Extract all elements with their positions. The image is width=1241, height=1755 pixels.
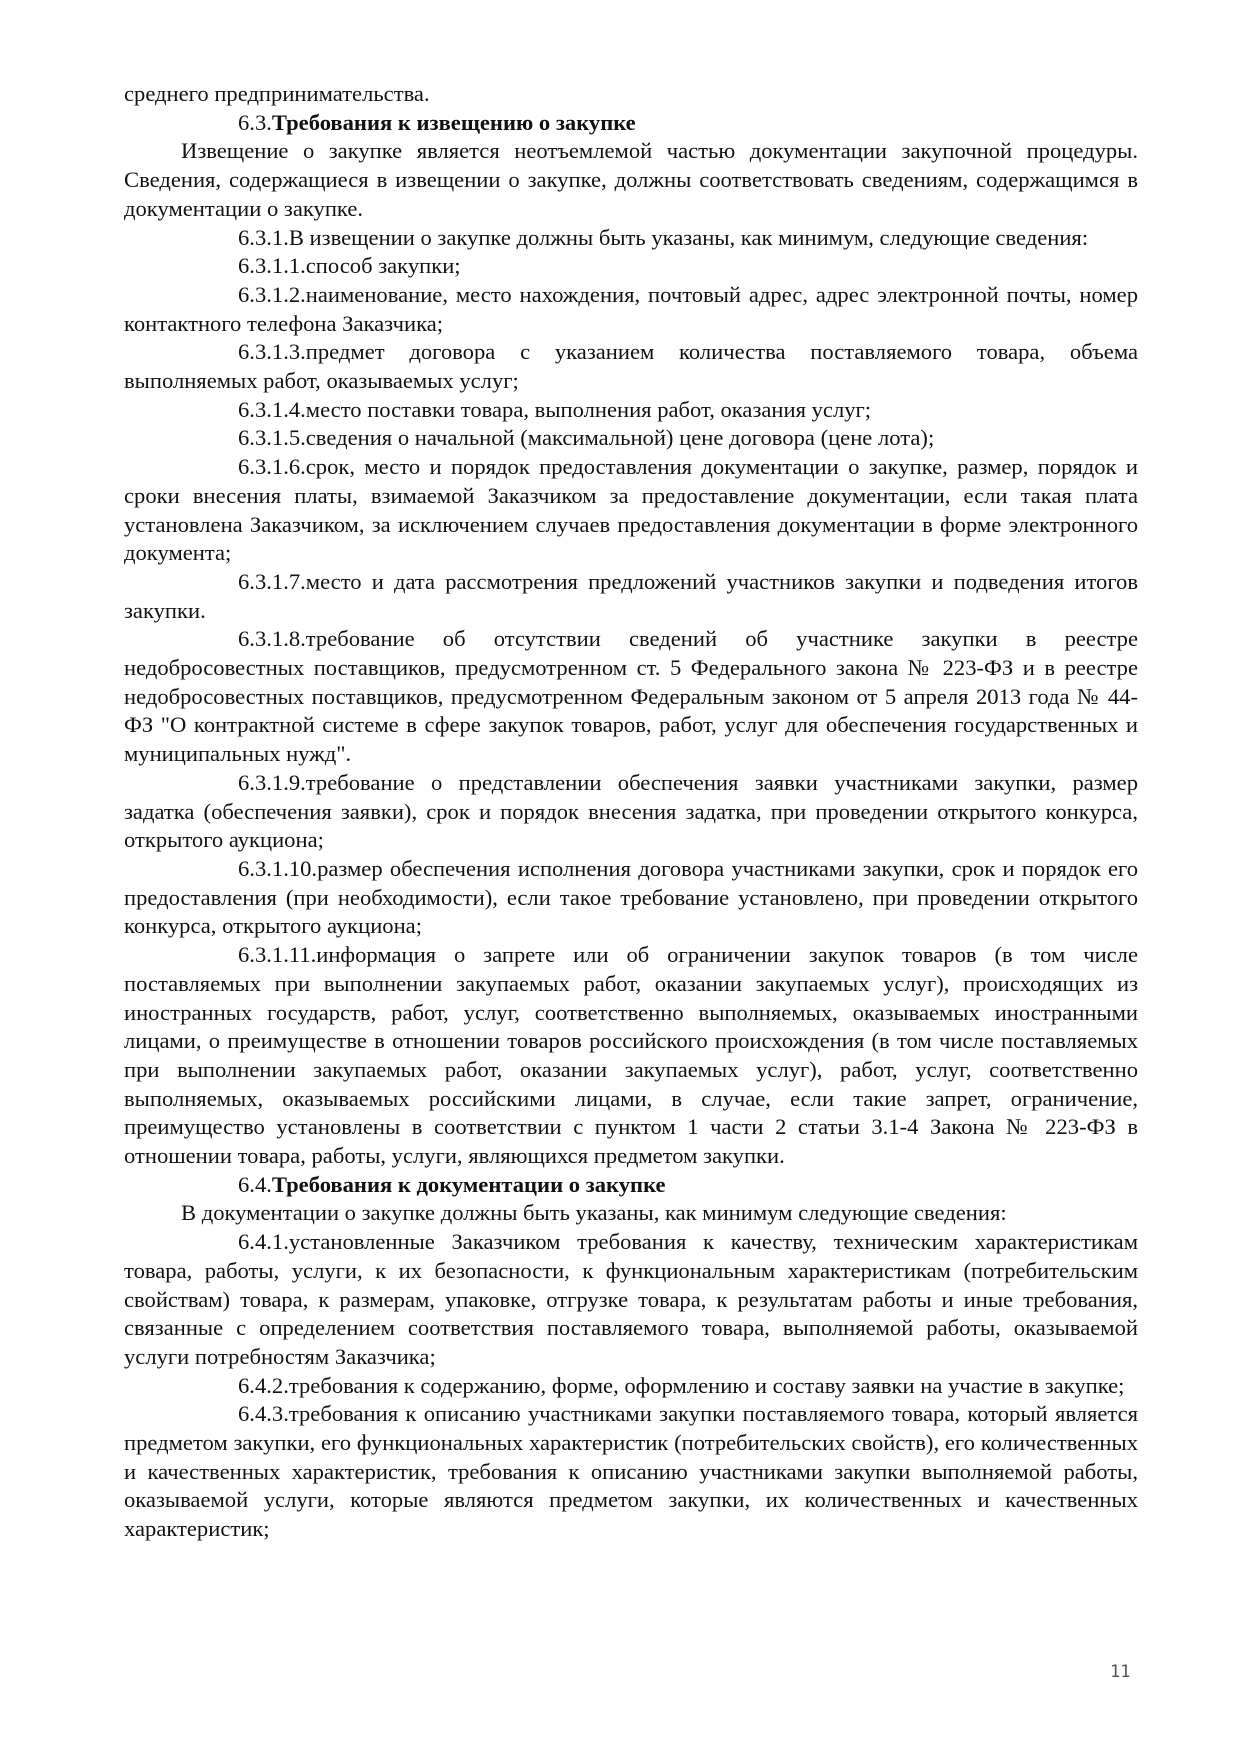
clause xyxy=(124,338,1138,395)
clause-number: 6.3.1.6. xyxy=(238,454,306,480)
clause xyxy=(124,941,1138,1171)
clause-number: 6.3.1.10. xyxy=(238,855,318,881)
clause-text: требования к описанию участниками закупки поставляемого товара, который является предметом закупки, его функциональных характеристик (потребительских свойств), его количественных и качественных характеристик, требования к описанию участниками закупки выполняемой работы, оказываемой услуги, которые являются предметом закупки, их количественных и качественных характеристик; xyxy=(124,1401,1138,1542)
clause-number: 6.3.1.2. xyxy=(238,281,306,307)
clause-number: 6.3.1. xyxy=(238,224,289,250)
clause xyxy=(124,396,1138,425)
section-heading xyxy=(124,1171,1138,1200)
clause-number: 6.4.3. xyxy=(238,1401,289,1427)
paragraph-text: среднего предпринимательства. xyxy=(124,81,430,106)
clause-text: требование об отсутствии сведений об участнике закупки в реестре недобросовестных поставщиков, предусмотренном ст. 5 Федерального закона № 223-ФЗ и в реестре недобросовестных поставщиков, предусмотренном Федеральным законом от 5 апреля 2013 года № 44-ФЗ "О контрактной системе в сфере закупок товаров, работ, услуг для обеспечения государственных и муниципальных нужд". xyxy=(124,626,1138,767)
clause-number: 6.3.1.11. xyxy=(238,942,317,968)
clause-number: 6.3.1.7. xyxy=(238,568,306,594)
clause-number: 6.3. xyxy=(238,109,272,135)
page-number: 11 xyxy=(1110,1662,1131,1682)
clause-text: требование о представлении обеспечения заявки участниками закупки, размер задатка (обеспечения заявки), срок и порядок внесения задатка, при проведении открытого конкурса, открытого аукциона; xyxy=(124,769,1138,853)
clause-text: размер обеспечения исполнения договора участниками закупки, срок и порядок его предоставления (при необходимости), если такое требование установлено, при проведении открытого конкурса, открытого аукциона; xyxy=(124,855,1138,939)
heading-text: Требования к извещению о закупке xyxy=(271,109,636,135)
clause xyxy=(124,453,1138,568)
clause-number: 6.4. xyxy=(238,1171,272,1197)
clause-number: 6.4.2. xyxy=(238,1372,289,1398)
clause-text: место и дата рассмотрения предложений участников закупки и подведения итогов закупки. xyxy=(124,568,1138,623)
clause xyxy=(124,769,1138,855)
paragraph-text: Извещение о закупке является неотъемлемой частью документации закупочной процедуры. Сведения, содержащиеся в извещении о закупке, должны соответствовать сведениям, содержащимся в документации о закупке. xyxy=(124,138,1138,221)
clause-number: 6.4.1. xyxy=(238,1229,289,1255)
clause-text: наименование, место нахождения, почтовый адрес, адрес электронной почты, номер контактного телефона Заказчика; xyxy=(124,281,1138,336)
clause xyxy=(124,855,1138,941)
paragraph xyxy=(124,1199,1138,1228)
clause xyxy=(124,224,1138,253)
heading-text: Требования к документации о закупке xyxy=(271,1171,666,1197)
clause-number: 6.3.1.1. xyxy=(238,253,306,279)
clause-text: способ закупки; xyxy=(305,253,461,279)
clause xyxy=(124,424,1138,453)
document-page xyxy=(124,80,1138,1544)
clause xyxy=(124,1228,1138,1372)
clause-number: 6.3.1.9. xyxy=(238,769,306,795)
clause-number: 6.3.1.8. xyxy=(238,626,306,652)
paragraph xyxy=(124,80,1138,109)
clause-text: установленные Заказчиком требования к качеству, техническим характеристикам товара, работы, услуги, к их безопасности, к функциональным характеристикам (потребительским свойствам) товара, к размерам, упаковке, отгрузке товара, к результатам работы и иные требования, связанные с определением соответствия поставляемого товара, выполняемой работы, оказываемой услуги потребностям Заказчика; xyxy=(124,1229,1138,1369)
clause-number: 6.3.1.3. xyxy=(238,339,306,365)
clause xyxy=(124,568,1138,625)
clause xyxy=(124,1400,1138,1544)
clause-text: предмет договора с указанием количества поставляемого товара, объема выполняемых работ, оказываемых услуг; xyxy=(124,339,1138,394)
clause-text: место поставки товара, выполнения работ, оказания услуг; xyxy=(305,396,872,422)
clause-text: информация о запрете или об ограничении закупок товаров (в том числе поставляемых при выполнении закупаемых работ, оказании закупаемых услуг), происходящих из иностранных государств, работ, услуг, соответственно выполняемых, оказываемых иностранными лицами, о преимуществе в отношении товаров российского происхождения (в том числе поставляемых при выполнении закупаемых работ, оказании закупаемых услуг), работ, услуг, соответственно выполняемых, оказываемых российскими лицами, в случае, если такие запрет, ограничение, преимущество установлены в соответствии с пунктом 1 части 2 статьи 3.1-4 Закона № 223-ФЗ в отношении товара, работы, услуги, являющихся предметом закупки. xyxy=(124,942,1138,1169)
section-heading xyxy=(124,109,1138,138)
clause-text: срок, место и порядок предоставления документации о закупке, размер, порядок и сроки внесения платы, взимаемой Заказчиком за предоставление документации, если такая плата установлена Заказчиком, за исключением случаев предоставления документации в форме электронного документа; xyxy=(124,454,1138,566)
clause-number: 6.3.1.4. xyxy=(238,396,306,422)
paragraph xyxy=(124,137,1138,223)
clause-text: В извещении о закупке должны быть указаны, как минимум, следующие сведения: xyxy=(288,224,1089,250)
clause-text: сведения о начальной (максимальной) цене договора (цене лота); xyxy=(305,425,935,451)
clause-text: требования к содержанию, форме, оформлению и составу заявки на участие в закупке; xyxy=(288,1372,1125,1398)
clause-number: 6.3.1.5. xyxy=(238,425,306,451)
clause xyxy=(124,625,1138,769)
clause xyxy=(124,1372,1138,1401)
paragraph-text: В документации о закупке должны быть указаны, как минимум следующие сведения: xyxy=(181,1200,1007,1226)
clause xyxy=(124,281,1138,338)
clause xyxy=(124,252,1138,281)
